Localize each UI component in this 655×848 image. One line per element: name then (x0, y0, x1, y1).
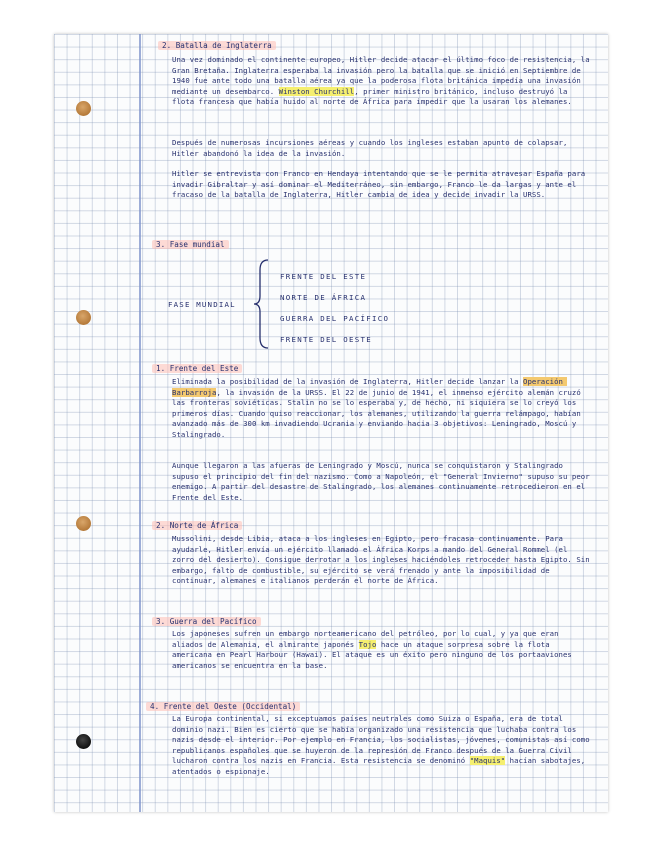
paragraph-batalla-2: Después de numerosas incursiones aéreas y cuando los ingleses estaban apunto de colapsar, Hitler abandonó la idea de la invasión. (172, 138, 572, 158)
highlight-churchill: Winston Churchill (278, 86, 355, 96)
scheme-item: FRENTE DEL OESTE (280, 335, 372, 344)
text-run: La Europa continental, si exceptuamos países neutrales como Suiza o España, era de total dominio nazi. Bien es cierto que se había organizado una resistencia que luchaba contra los nazis desde el interior. Por ejemplo en Francia, los socialistas, jóvenes, comunistas así como republicanos españoles que se huyeron de la represión de Franco después de la Guerra Civil lucharon contra los nazis en Francia. Esta resistencia se denominó (172, 714, 595, 766)
section-heading-guerra-pacifico: 3. Guerra del Pacífico (152, 617, 261, 626)
highlight-tojo: Tojo (358, 639, 377, 649)
section-heading-frente-oeste: 4. Frente del Oeste (Occidental) (146, 702, 300, 711)
binder-hole (76, 734, 91, 749)
curly-brace (252, 258, 270, 350)
binder-hole (76, 516, 91, 531)
scheme-label: FASE MUNDIAL (168, 300, 236, 309)
section-heading-norte-africa: 2. Norte de África (152, 521, 242, 530)
scheme-item: FRENTE DEL ESTE (280, 272, 367, 281)
scheme-item: GUERRA DEL PACÍFICO (280, 314, 390, 323)
text-run: Eliminada la posibilidad de la invasión de Inglaterra, Hitler decide lanzar la (172, 377, 524, 386)
paragraph-frente-oeste (172, 714, 594, 778)
text-run: hace un ataque sorpresa sobre la flota americana en Pearl Harbour (Hawai). El ataque es un éxito pero ninguno de los portaaviones americanos se encuentra en la base. (172, 639, 577, 670)
binder-hole (76, 101, 91, 116)
paragraph-frente-este-2: Aunque llegaron a las afueras de Leningrado y Moscú, nunca se conquistaron y Stalingrado supuso el principio del fin del nazismo. Como a Napoleón, el "General Invierno" supuso su peor enemigo. A partir del desastre de Stalingrado, los alemanes continuamente retrocedieron en el Frente del Este. (172, 461, 595, 502)
highlight-maquis: "Maquis" (469, 756, 506, 766)
paragraph-guerra-pacifico (172, 629, 594, 671)
section-heading-frente-este: 1. Frente del Este (152, 364, 242, 373)
section-heading-batalla-inglaterra: 2. Batalla de Inglaterra (158, 41, 276, 50)
paragraph-norte-africa: Mussolini, desde Libia, ataca a los ingleses en Egipto, pero fracasa continuamente. Para ayudarle, Hitler envía un ejército llamado el África Korps a mando del General Rommel (el zorro del desierto). Consigue derrotar a los ingleses haciéndoles retroceder hasta Egipto. Sin embargo, falto de combustible, su ejército se verá frenado y ante la imposibilidad de continuar, alemanes e italianos perderán el norte de África. (172, 534, 595, 586)
binder-hole (76, 310, 91, 325)
paragraph-batalla-1 (172, 55, 594, 108)
section-heading-fase-mundial: 3. Fase mundial (152, 240, 229, 249)
text-run: Los japoneses sufren un embargo norteamericano del petróleo, por lo cual, y ya que eran aliados de Alemania, el almirante japonés (172, 629, 564, 649)
text-run: , primer ministro británico, incluso destruyó la flota francesa que había huido al norte de África para impedir que la usaran los alemanes. (172, 86, 572, 107)
paragraph-frente-este-1 (172, 377, 594, 441)
text-run: hacían sabotajes, atentados o espionaje. (172, 756, 590, 776)
text-run: Una vez dominado el continente europeo, Hitler decide atacar el último foco de resistencia, la Gran Bretaña. Inglaterra esperaba la invasión pero la batalla que se inició en Septiembre de 1940 fue ante todo una batalla aérea ya que la poderosa flota británica impedía una invasión mediante un desembarco. (172, 55, 595, 96)
paragraph-batalla-3: Hitler se entrevista con Franco en Hendaya intentando que se le permita atravesar España para invadir Gibraltar y así dominar el Mediterráneo, sin embargo, Franco le da largas y ante el fracaso de la batalla de Inglaterra, Hitler cambia de idea y decide invadir la URSS. (172, 169, 590, 200)
scheme-item: NORTE DE ÁFRICA (280, 293, 367, 302)
text-run: , la invasión de la URSS. El 22 de junio de 1941, el inmenso ejército alemán cruzó las fronteras soviéticas. Stalin no se lo esperaba y, de hecho, ni siquiera se lo creyó los primeros días. Cuando quiso reaccionar, los alemanes, utilizando la guerra relámpago, habían avanzado más de 300 km invadiendo Ucrania y enviando hacia 3 objetivos: Leningrado, Moscú y Stalingrado. (172, 387, 586, 439)
highlight-barbarroja: Operación Barbarroja (172, 377, 568, 397)
margin-line (139, 34, 141, 812)
